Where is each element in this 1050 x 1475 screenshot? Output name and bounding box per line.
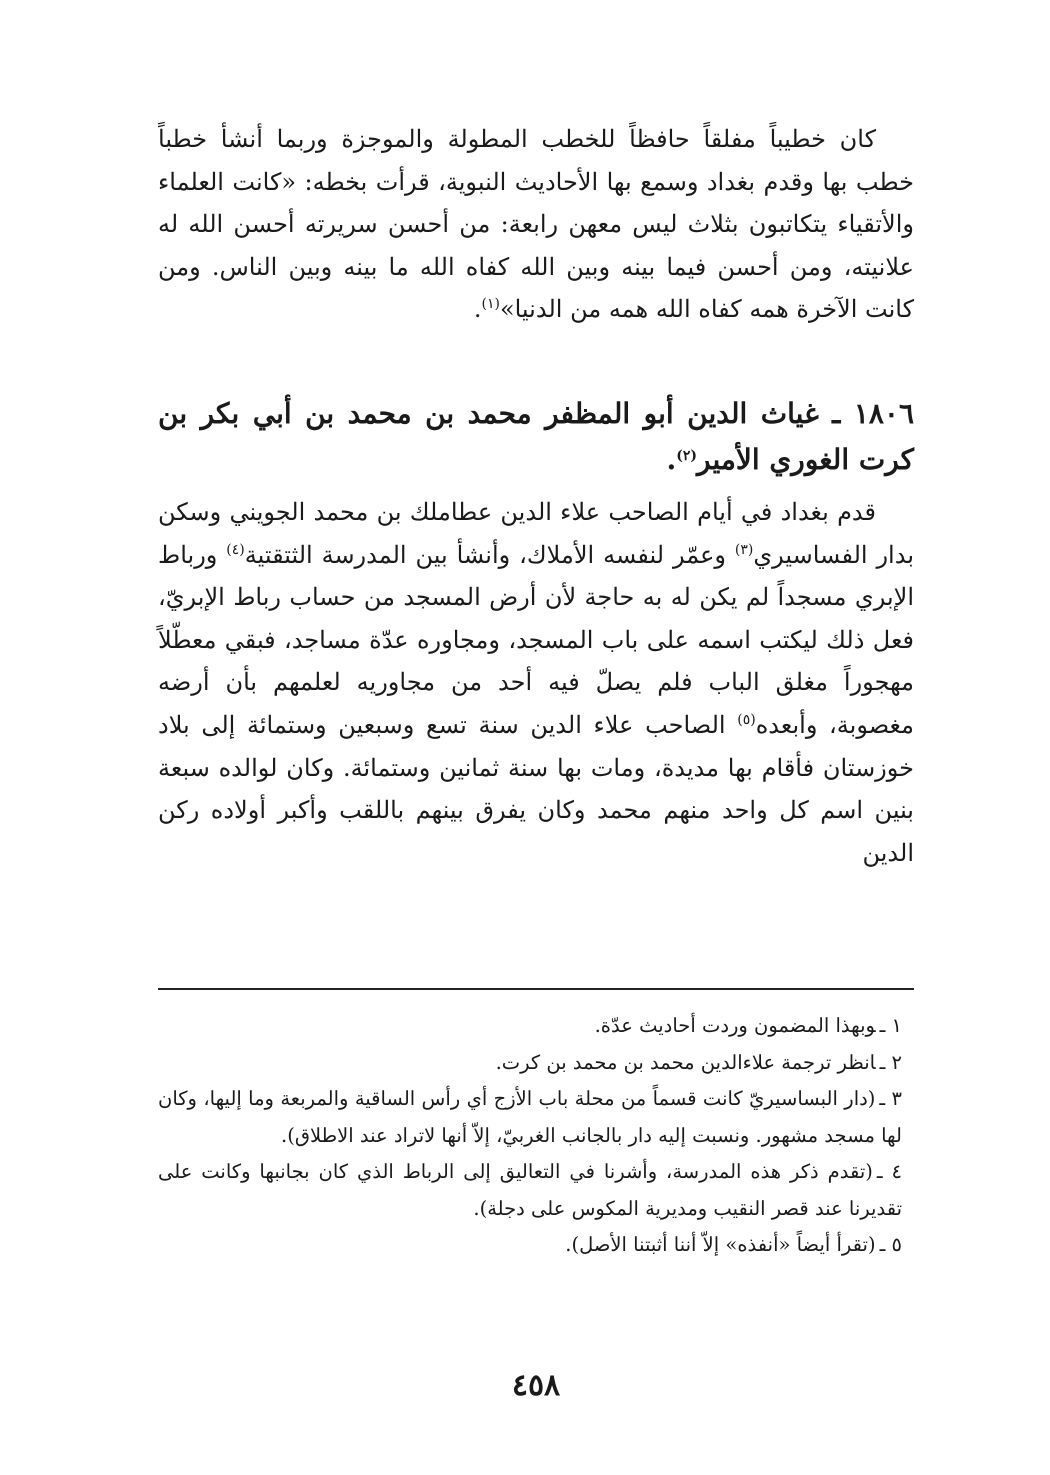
footnote-number: ٢ ـ (879, 1050, 902, 1074)
paragraph-text: كان خطيباً مفلقاً حافظاً للخطب المطولة والموجزة وربما أنشأ خطباً خطب بها وقدم بغداد وسمع بها الأحاديث النبوية، قرأت بخطه: «كانت العلماء والأتقياء يتكاتبون بثلاث ليس معهن رابعة: من أحسن سريرته أحسن الله له علانيته، ومن أحسن فيما بينه وبين الله كفاه الله ما بينه وبين الناس. ومن كانت الآخرة همه كفاه الله همه من الدنيا» (158, 125, 914, 324)
footnote-number: ٣ ـ (879, 1087, 902, 1110)
entry-body (158, 491, 914, 874)
footnote-text: (تقرأ أيضاً «أنفذه» إلاّ أننا أثبتنا الأصل). (565, 1233, 876, 1256)
footnote-5 (158, 1227, 914, 1264)
page-number: ٤٥٨ (511, 1368, 561, 1403)
entry-title-end-punct: . (666, 442, 677, 476)
footnote-text: انظر ترجمة علاءالدين محمد بن محمد بن كرت. (495, 1050, 876, 1074)
footnote-2 (158, 1045, 914, 1082)
footnote-ref-5: (٥) (737, 711, 756, 728)
footnotes-section (158, 1008, 914, 1264)
footnote-1 (158, 1008, 914, 1045)
book-page (158, 118, 914, 1475)
footnote-text: (تقدم ذكر هذه المدرسة، وأشرنا في التعاليق إلى الرباط الذي كان بجانبها وكانت على تقديرنا عند قصر النقيب ومديرية المكوس على دجلة). (158, 1160, 902, 1220)
footnote-ref-1: (١) (481, 296, 500, 313)
footnote-number: ٤ ـ (876, 1160, 902, 1183)
entry-heading (158, 391, 914, 483)
footnote-text: وبهذا المضمون وردت أحاديث عدّة. (594, 1014, 876, 1037)
footnote-number: ٥ ـ (879, 1233, 902, 1256)
footnote-ref-3: (٣) (734, 541, 754, 558)
footnote-ref-2: (٢) (676, 447, 697, 464)
entry-text-part-3: ورباط الإبري مسجداً لم يكن له به حاجة لأن أرض المسجد من حساب رباط الإبريّ، فعل ذلك ليكتب اسمه على باب المسجد، ومجاوره عدّة مساجد، فبقي معطّلاً مهجوراً مغلق الباب فلم يصلّ فيه أحد من مجاوريه لعلمهم بأن أرضه مغصوبة، وأبعده (158, 540, 914, 739)
footnote-text: (دار البساسيريّ كانت قسماً من محلة باب الأزج أي رأس الساقية والمربعة وما إليها، وكان لها مسجد مشهور. ونسبت إليه دار بالجانب الغربيّ، إلاّ أنها لاتراد عند الاطلاق). (158, 1087, 902, 1147)
footnote-4 (158, 1154, 914, 1227)
footnote-divider (158, 988, 914, 990)
entry-title: ١٨٠٦ ـ غياث الدين أبو المظفر محمد بن محمد بن أبي بكر بن كرت الغوري الأمير (158, 396, 914, 476)
footnote-ref-4: (٤) (226, 541, 245, 558)
entry-text-part-4: الصاحب علاء الدين سنة تسع وسبعين وستمائة إلى بلاد خوزستان فأقام بها مديدة، ومات بها سنة ثمانين وستمائة. وكان لوالده سبعة بنين اسم كل واحد منهم محمد وكان يفرق بينهم باللقب وأكبر أولاده ركن الدين (158, 710, 914, 867)
paragraph-end-punct: . (473, 295, 482, 324)
footnote-3 (158, 1081, 914, 1154)
paragraph-continuation (158, 118, 914, 331)
footnote-number: ١ ـ (879, 1014, 902, 1037)
entry-text-part-1: قدم بغداد في أيام الصاحب علاء الدين عطاملك بن محمد الجويني وسكن بدار الفساسيري (158, 497, 914, 569)
entry-text-part-2: وعمّر لنفسه الأملاك، وأنشأ بين المدرسة الثتقتية (244, 540, 735, 569)
